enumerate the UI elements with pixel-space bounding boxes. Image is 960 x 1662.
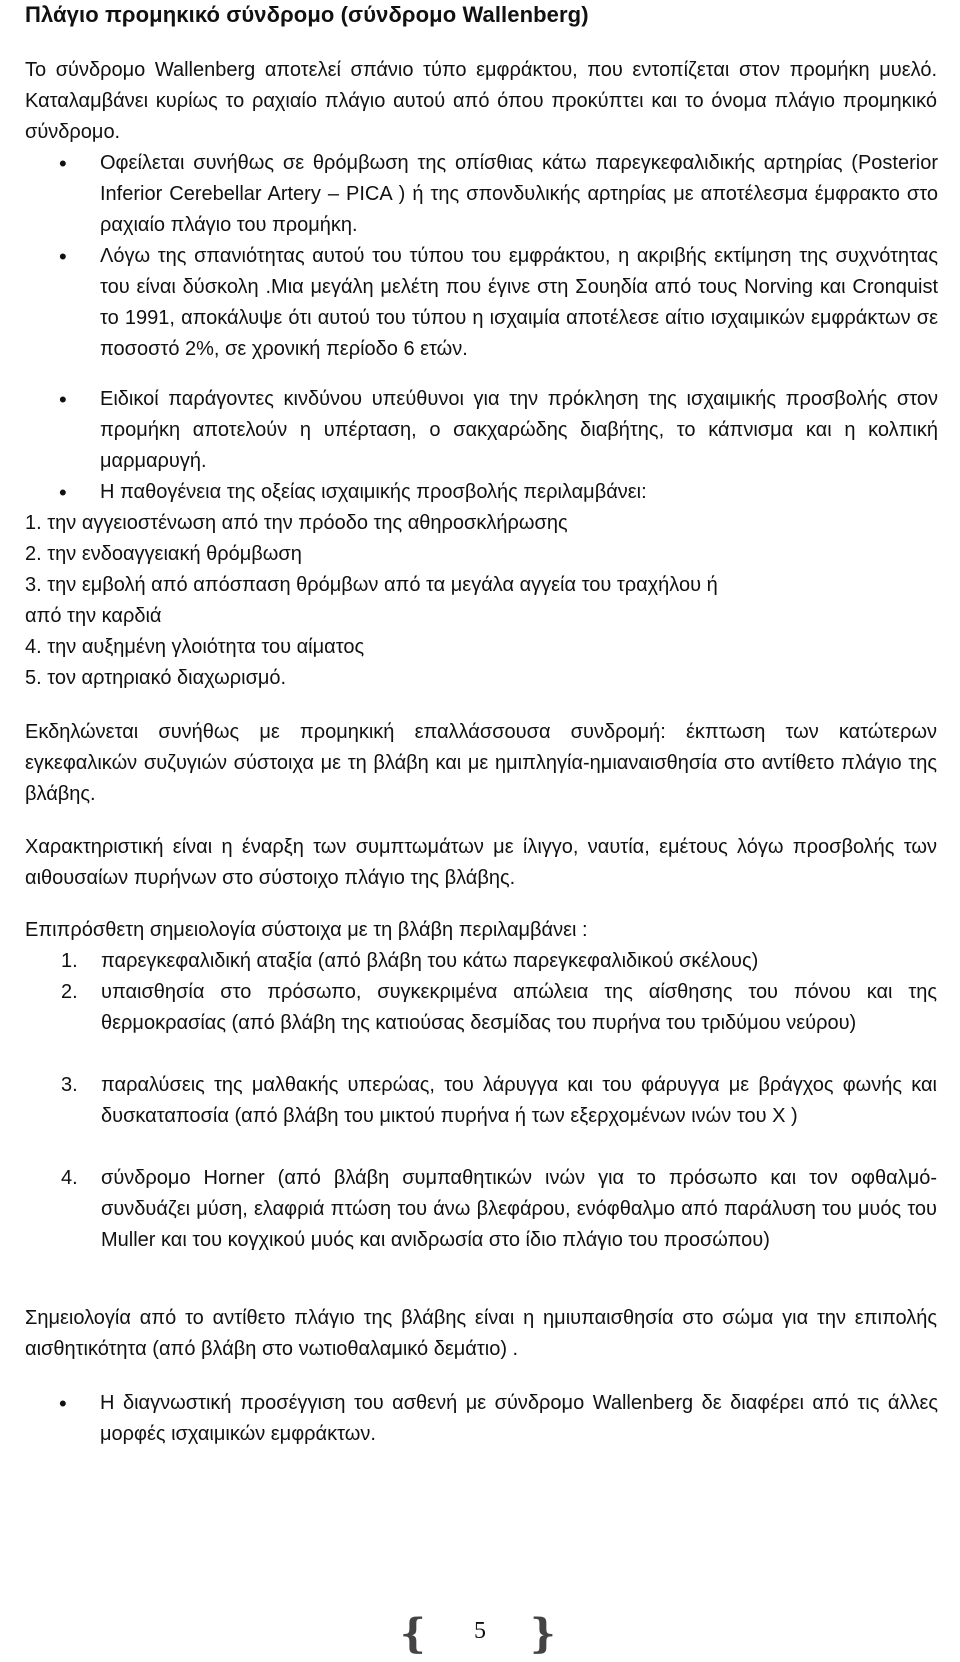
right-brace-ornament: } [530, 1610, 556, 1657]
pathogenesis-item: 2. την ενδοαγγειακή θρόμβωση [25, 543, 302, 565]
bullet-frequency: Λόγω της σπανιότητας αυτού του τύπου του εμφράκτου, η ακριβής εκτίμηση της συχνότητας του είναι δύσκολη .Μια μεγάλη μελέτη που έγινε στη Σουηδία από τους Norving και Cronquist το 1991, αποκάλυψε ότι αυτού του τύπου η ισχαιμία αποτέλεσε αίτιο ισχαιμικών εμφράκτων σε ποσοστό 2%, σε χρονική περίοδο 6 ετών. [100, 245, 938, 360]
left-brace-ornament: { [400, 1610, 426, 1657]
bullet-cause: Οφείλεται συνήθως σε θρόμβωση της οπίσθιας κάτω παρεγκεφαλιδικής αρτηρίας (Posterior Inferior Cerebellar Artery – PICA ) ή της σπονδυλικής αρτηρίας με αποτέλεσμα έμφρακτο στο ραχιαίο πλάγιο του προμήκη. [100, 152, 938, 236]
page-number: 5 [474, 1618, 486, 1644]
pathogenesis-item: 5. τον αρτηριακό διαχωρισμό. [25, 667, 287, 689]
bullet-pathogenesis: Η παθογένεια της οξείας ισχαιμικής προσβολής περιλαμβάνει: [100, 481, 647, 503]
intro-paragraph: Το σύνδρομο Wallenberg αποτελεί σπάνιο τύπο εμφράκτου, που εντοπίζεται στον προμήκη μυελό. Καταλαμβάνει κυρίως το ραχιαίο πλάγιο αυτού από όπου προκύπτει και το όνομα πλάγιο προμηκικό σύνδρομο. [25, 59, 937, 143]
bullet-diagnosis: Η διαγνωστική προσέγγιση του ασθενή με σύνδρομο Wallenberg δε διαφέρει από τις άλλες μορφές ισχαιμικών εμφράκτων. [100, 1392, 938, 1445]
bullet-marker: • [59, 387, 67, 412]
page-footer [0, 1612, 960, 1656]
pathogenesis-item: 1. την αγγειοστένωση από την πρόοδο της αθηροσκλήρωσης [25, 512, 568, 534]
pathogenesis-item: 3. την εμβολή από απόσπαση θρόμβων από τα μεγάλα αγγεία του τραχήλου ή [25, 574, 718, 596]
pathogenesis-item-continuation: από την καρδιά [25, 605, 162, 627]
document-page: Πλάγιο προμηκικό σύνδρομο (σύνδρομο Wallenberg) Το σύνδρομο Wallenberg αποτελεί σπάνιο τύπο εμφράκτου, που εντοπίζεται στον προμήκη μυελό. Καταλαμβάνει κυρίως το ραχιαίο πλάγιο αυτού από όπου προκύπτει και το όνομα πλάγιο προμηκικό σύνδρομο. • Οφείλεται συνήθως σε θρόμβωση της οπίσθιας κάτω παρεγκεφαλιδικής αρτηρίας (Posterior Inferior Cerebellar Artery – PICA ) ή της σπονδυλικής αρτηρίας με αποτέλεσμα έμφρακτο στο ραχιαίο πλάγιο του προμήκη. • Λόγω της σπανιότητας αυτού του τύπου του εμφράκτου, η ακριβής εκτίμηση της συχνότητας του είναι δύσκολη .Μια μεγάλη μελέτη που έγινε στη Σουηδία από τους Norving και Cronquist το 1991, αποκάλυψε ότι αυτού του τύπου η ισχαιμία αποτέλεσε αίτιο ισχαιμικών εμφράκτων σε ποσοστό 2%, σε χρονική περίοδο 6 ετών. • Ειδικοί παράγοντες κινδύνου υπεύθυνοι για την πρόκληση της ισχαιμικής προσβολής στον προμήκη αποτελούν η υπέρταση, ο σακχαρώδης διαβήτης, το κάπνισμα και η κολπική μαρμαρυγή. • Η παθογένεια της οξείας ισχαιμικής προσβολής περιλαμβάνει: 1. την αγγειοστένωση από την πρόοδο της αθηροσκλήρωσης 2. την ενδοαγγειακή θρόμβωση 3. την εμβολή από απόσπαση θρόμβων από τα μεγάλα αγγεία του τραχήλου ή από την καρδιά 4. την αυξημένη γλοιότητα του αίματος 5. τον αρτηριακό διαχωρισμό. Εκδηλώνεται συνήθως με προμηκική επαλλάσσουσα συνδρομή: έκπτωση των κατώτερων εγκεφαλικών συζυγιών σύστοιχα με τη βλάβη και με ημιπληγία-ημιαναισθησία στο αντίθετο πλάγιο της βλάβης. Χαρακτηριστική είναι η έναρξη των συμπτωμάτων με ίλιγγο, ναυτία, εμέτους λόγω προσβολής των αιθουσαίων πυρήνων στο σύστοιχο πλάγιο της βλάβης. Επιπρόσθετη σημειολογία σύστοιχα με τη βλάβη περιλαμβάνει : 1. παρεγκεφαλιδική αταξία (από βλάβη του κάτω παρεγκεφαλιδικού σκέλους) 2. υπαισθησία στο πρόσωπο, συγκεκριμένα απώλεια της αίσθησης του πόνου και της θερμοκρασίας (από βλάβη της κατιούσας δεσμίδας του πυρήνα του τριδύμου νεύρου) 3. παραλύσεις της μαλθακής υπερώας, του λάρυγγα και του φάρυγγα με βράγχος φωνής και δυσκαταποσία (από βλάβη του μικτού πυρήνα ή των εξερχομένων ινών του Χ ) 4. σύνδρομο Horner (από βλάβη συμπαθητικών ινών για το πρόσωπο και τον οφθαλμό-συνδυάζει μύση, ελαφριά πτώση του άνω βλεφάρου, ενόφθαλμο από παράλυση του μυός του Muller και του κογχικού μυός και ανιδρωσία στο ίδιο πλάγιο του προσώπου) Σημειολογία από το αντίθετο πλάγιο της βλάβης είναι η ημιυπαισθησία στο σώμα για την επιπολής αισθητικότητα (από βλάβη στο νωτιοθαλαμικό δεμάτιο) . • Η διαγνωστική προσέγγιση του ασθενή με σύνδρομο Wallenberg δε διαφέρει από τις άλλες μορφές ισχαιμικών εμφράκτων. { 5 } [0, 0, 960, 1662]
paragraph-contralateral: Σημειολογία από το αντίθετο πλάγιο της βλάβης είναι η ημιυπαισθησία στο σώμα για την επιπολής αισθητικότητα (από βλάβη στο νωτιοθαλαμικό δεμάτιο) . [25, 1307, 937, 1360]
paragraph-manifestation: Εκδηλώνεται συνήθως με προμηκική επαλλάσσουσα συνδρομή: έκπτωση των κατώτερων εγκεφαλικών συζυγιών σύστοιχα με τη βλάβη και με ημιπληγία-ημιαναισθησία στο αντίθετο πλάγιο της βλάβης. [25, 721, 937, 805]
bullet-marker: • [59, 151, 67, 176]
bullet-risk-factors: Ειδικοί παράγοντες κινδύνου υπεύθυνοι για την πρόκληση της ισχαιμικής προσβολής στον προμήκη αποτελούν η υπέρταση, ο σακχαρώδης διαβήτης, το κάπνισμα και η κολπική μαρμαρυγή. [100, 388, 938, 472]
pathogenesis-item: 4. την αυξημένη γλοιότητα του αίματος [25, 636, 365, 658]
paragraph-additional-signs: Επιπρόσθετη σημειολογία σύστοιχα με τη βλάβη περιλαμβάνει : [25, 919, 588, 941]
bullet-marker: • [59, 480, 67, 505]
paragraph-onset: Χαρακτηριστική είναι η έναρξη των συμπτωμάτων με ίλιγγο, ναυτία, εμέτους λόγω προσβολής των αιθουσαίων πυρήνων στο σύστοιχο πλάγιο της βλάβης. [25, 836, 937, 889]
page-title: Πλάγιο προμηκικό σύνδρομο (σύνδρομο Wallenberg) [25, 2, 589, 27]
bullet-marker: • [59, 244, 67, 269]
bullet-marker: • [59, 1391, 67, 1416]
